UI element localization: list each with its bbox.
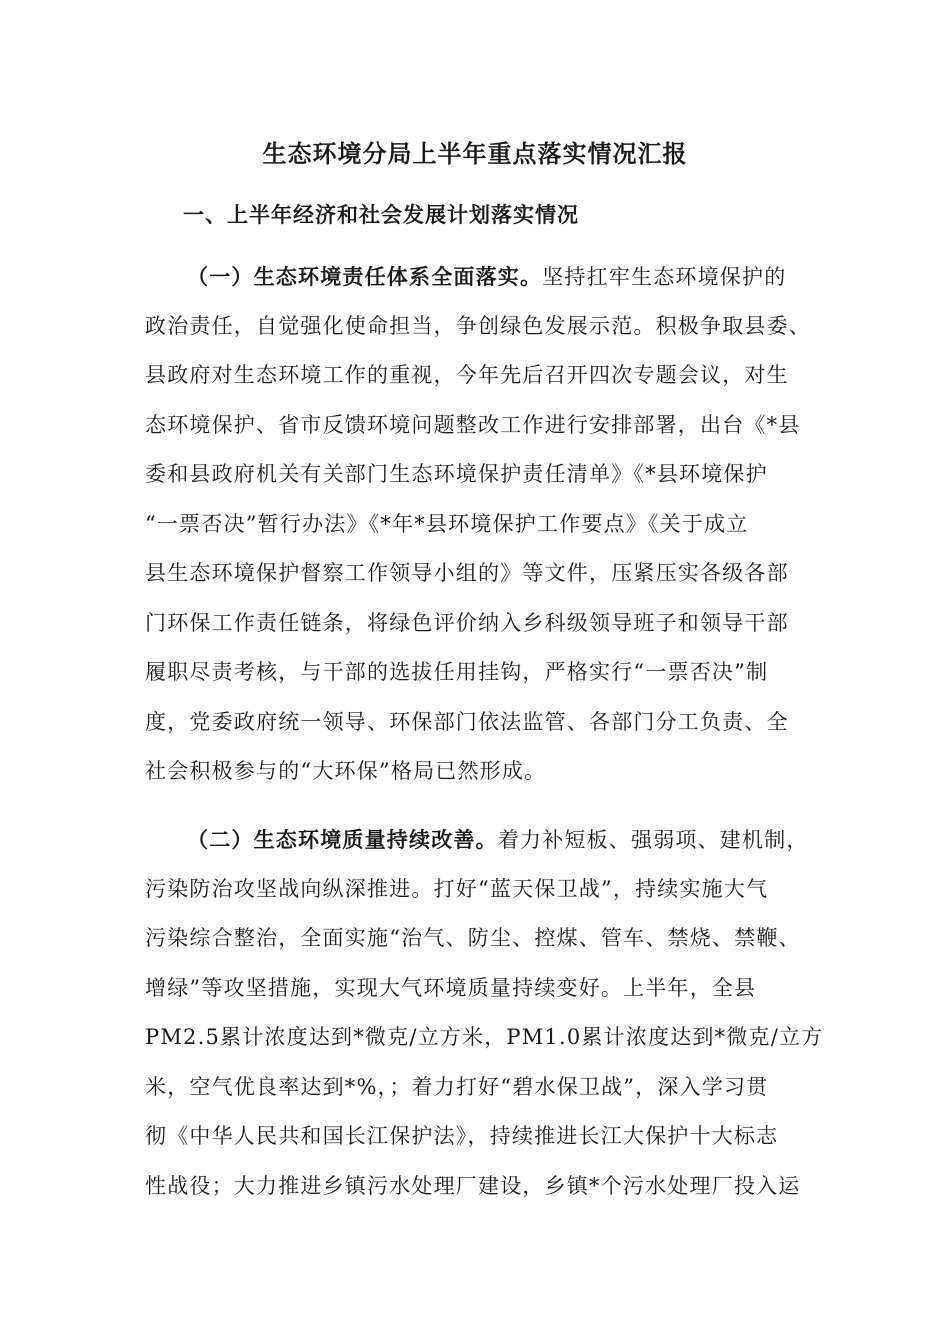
- paragraph-bold-lead: （二）生态环境质量持续改善。: [187, 827, 498, 852]
- paragraph-line: 县政府对生态环境工作的重视，今年先后召开四次专题会议，对生: [145, 363, 789, 387]
- paragraph-line: 米，空气优良率达到*%，；着力打好“碧水保卫战”，深入学习贯: [145, 1074, 769, 1099]
- paragraph-bold-lead: （一）生态环境责任体系全面落实。: [187, 264, 543, 289]
- paragraph-line: [145, 252, 825, 302]
- paragraph-line: 门环保工作责任链条，将绿色评价纳入乡科级领导班子和领导干部: [145, 610, 789, 635]
- paragraph-text: 坚持扛牢生态环境保护的: [542, 265, 787, 289]
- section-heading: 一、上半年经济和社会发展计划落实情况: [183, 202, 579, 227]
- paragraph-line: 污染防治攻坚战向纵深推进。打好“蓝天保卫战”，持续实施大气: [145, 876, 769, 901]
- paragraph-text: 着力补短板、强弱项、建机制，: [497, 828, 809, 852]
- paragraph-line: 政治责任，自觉强化使命担当，争创绿色发展示范。积极争取县委、: [145, 313, 811, 338]
- paragraph-2: [145, 815, 825, 1211]
- paragraph-line: 增绿”等攻坚措施，实现大气环境质量持续变好。上半年，全县: [145, 975, 757, 1000]
- paragraph-line: 县生态环境保护督察工作领导小组的》等文件，压紧压实各级各部: [145, 561, 789, 585]
- paragraph-line: 污染综合整治，全面实施“治气、防尘、控煤、管车、禁烧、禁鞭、: [145, 926, 801, 950]
- paragraph-line: 度，党委政府统一领导、环保部门依法监管、各部门分工负责、全: [145, 709, 789, 734]
- paragraph-line: 态环境保护、省市反馈环境问题整改工作进行安排部署，出台《*县: [145, 412, 801, 437]
- paragraph-line: 社会积极参与的“大环保”格局已然形成。: [145, 759, 547, 783]
- paragraph-1: [145, 252, 825, 797]
- paragraph-line: 彻《中华人民共和国长江保护法》，持续推进长江大保护十大标志: [145, 1124, 779, 1148]
- paragraph-line: [145, 815, 825, 865]
- paragraph-line: “一票否决”暂行办法》《*年*县环境保护工作要点》《关于成立: [145, 511, 749, 536]
- paragraph-line: 委和县政府机关有关部门生态环境保护责任清单》《*县环境保护: [145, 462, 768, 486]
- document-title: 生态环境分局上半年重点落实情况汇报: [262, 139, 688, 168]
- paragraph-line: 性战役；大力推进乡镇污水处理厂建设，乡镇*个污水处理厂投入运: [145, 1173, 801, 1198]
- paragraph-line: PM2.5累计浓度达到*微克/立方米，PM1.0累计浓度达到*微克/立方: [145, 1025, 824, 1049]
- paragraph-line: 履职尽责考核，与干部的选拔任用挂钩，严格实行“一票否决”制: [145, 660, 769, 684]
